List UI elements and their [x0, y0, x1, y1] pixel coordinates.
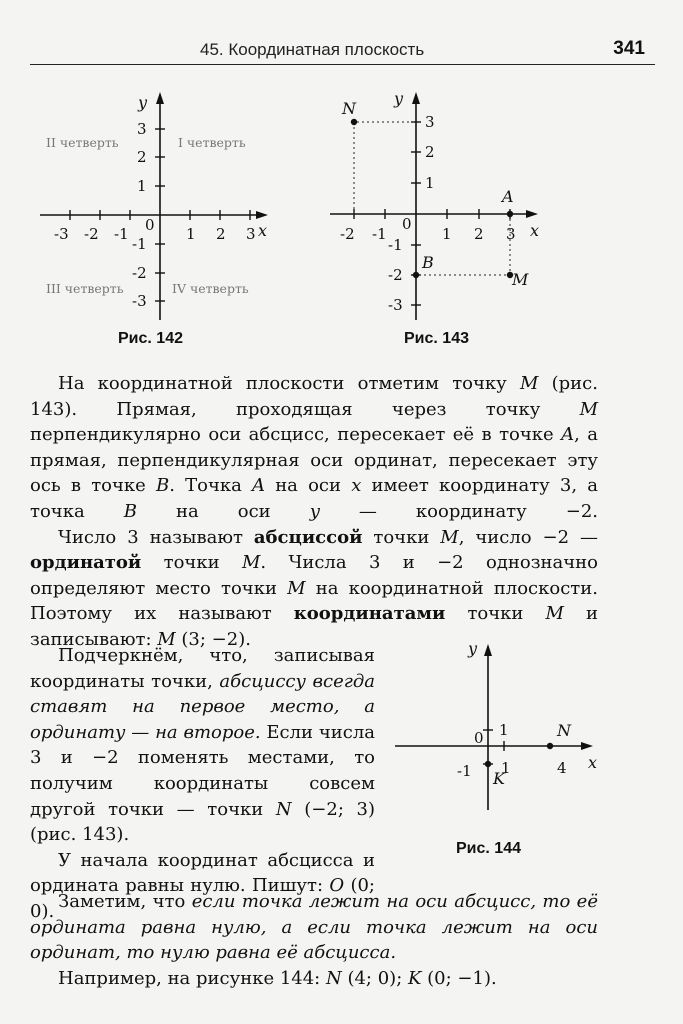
- x-axis-label: x: [258, 221, 268, 240]
- four-label: 4: [557, 759, 567, 777]
- text-run: (0; 0).: [30, 875, 375, 922]
- text-block-1: [30, 371, 598, 653]
- point-n-marker: [351, 119, 357, 125]
- text-run: . Точка: [169, 475, 253, 497]
- var-m: M: [157, 628, 176, 650]
- x-tick-label: -3: [54, 225, 69, 243]
- var-m: M: [440, 526, 459, 548]
- text-run: точки: [141, 552, 242, 574]
- text-run: точки: [445, 603, 546, 625]
- var-n: N: [275, 798, 292, 820]
- minus-one-label: -1: [457, 762, 472, 780]
- text-run: — координату −2.: [319, 500, 599, 522]
- var-m: M: [545, 603, 564, 625]
- text-run: (−2; 3) (рис. 143).: [30, 798, 376, 846]
- y-tick-label: 1: [425, 174, 435, 192]
- paragraph-6: [30, 966, 598, 992]
- figure-144-caption: Рис. 144: [456, 840, 521, 857]
- y-tick-label: 1: [137, 177, 147, 195]
- x-tick-label: -1: [372, 225, 387, 243]
- paragraph-2: [30, 525, 598, 653]
- y-tick-label: 3: [137, 120, 147, 138]
- point-m-label: M: [512, 270, 529, 289]
- y-tick-label: -1: [388, 236, 403, 254]
- x-tick-label: -2: [340, 225, 355, 243]
- text-run: , а прямая, перпендикулярная оси ординат, пересекает эту ось в точке: [30, 424, 598, 497]
- emphasis-text: если точка лежит на оси абсцисс, то её ордината равна нулю, а если точка лежит на оси ординат, то нулю равна её абсцисса.: [30, 891, 598, 964]
- var-k: K: [407, 967, 422, 989]
- text-run: точки: [362, 526, 441, 548]
- point-a-marker: [507, 211, 513, 217]
- text-run: На координатной плоскости отметим точку: [58, 373, 520, 394]
- y-tick-label: -2: [388, 266, 403, 284]
- figure-142-caption: Рис. 142: [118, 330, 183, 347]
- y-tick-label: -2: [132, 264, 147, 282]
- text-block-3: [30, 889, 598, 991]
- text-run: У начала координат абсцисса и ордината равны нулю. Пишут:: [30, 849, 375, 897]
- var-y: y: [309, 500, 320, 522]
- y-axis-label: y: [138, 93, 148, 112]
- var-m: M: [519, 373, 539, 394]
- var-o: O: [329, 875, 345, 897]
- quadrant-2-label: II четверть: [46, 135, 119, 150]
- y-tick-label: 2: [137, 148, 147, 166]
- text-run: , число −2 —: [458, 526, 599, 548]
- page-number: 341: [613, 38, 645, 59]
- x-axis-label: x: [588, 753, 598, 772]
- y-tick-label: -3: [388, 296, 403, 314]
- term-ordinate: ординатой: [30, 552, 142, 574]
- text-run: на оси: [265, 475, 352, 497]
- point-n-marker: [547, 743, 553, 749]
- figure-143: [330, 88, 560, 328]
- point-a-label: A: [502, 187, 514, 206]
- point-b-label: B: [422, 253, 434, 272]
- paragraph-5: [30, 889, 598, 966]
- term-coordinates: координатами: [293, 603, 446, 625]
- text-run: Число 3 называют: [58, 526, 254, 548]
- x-tick-label: 2: [216, 225, 226, 243]
- y-one-label: 1: [499, 721, 509, 739]
- var-a: A: [561, 424, 575, 446]
- origin-label: 0: [402, 215, 412, 233]
- text-run: Заметим, что: [58, 891, 192, 912]
- var-n: N: [325, 967, 342, 989]
- var-x: x: [351, 475, 362, 497]
- var-m: M: [241, 552, 261, 574]
- text-run: на оси: [136, 500, 310, 522]
- x-tick-label: -1: [114, 225, 129, 243]
- x-axis-label: x: [530, 221, 540, 240]
- text-block-2: [30, 643, 375, 925]
- var-m: M: [287, 577, 306, 599]
- x-tick-label: 3: [506, 225, 516, 243]
- text-run: Например, на рисунке 144:: [58, 967, 326, 989]
- x-tick-label: 1: [442, 225, 452, 243]
- y-tick-label: 3: [425, 113, 435, 131]
- point-k-marker: [485, 761, 491, 767]
- text-run: перпендикулярно оси абсцисс, пересекает её в точке: [30, 424, 562, 446]
- var-b: B: [155, 475, 170, 497]
- term-abscissa: абсциссой: [253, 526, 363, 548]
- origin-label: 0: [145, 216, 155, 234]
- paragraph-1: [30, 371, 598, 525]
- section-title: 45. Координатная плоскость: [200, 40, 425, 59]
- x-tick-label: 1: [186, 225, 196, 243]
- x-tick-label: 2: [474, 225, 484, 243]
- text-run: Если числа 3 и −2 поменять местами, то получим координаты совсем другой точки — точки: [30, 721, 376, 820]
- point-n-label: N: [342, 99, 356, 118]
- quadrant-4-label: IV четверть: [172, 281, 249, 296]
- page-header: [30, 38, 655, 65]
- y-tick-label: -3: [132, 292, 147, 310]
- y-tick-label: 2: [425, 143, 435, 161]
- text-run: и записывают:: [30, 603, 599, 650]
- emphasis-text: абсциссу всегда ставят на первое место, а ординату — на второе.: [30, 670, 375, 743]
- y-axis-label: y: [394, 89, 404, 108]
- y-tick-label: -1: [132, 235, 147, 253]
- var-b: B: [123, 500, 137, 522]
- quadrant-1-label: I четверть: [178, 135, 246, 150]
- x-one-label: 1: [501, 759, 511, 777]
- text-run: Подчеркнём, что, записывая координаты точки,: [30, 645, 375, 692]
- var-a: A: [252, 475, 266, 497]
- text-run: (4; 0);: [341, 967, 408, 989]
- text-run: на координатной плоскости. Поэтому их называют: [30, 577, 598, 625]
- paragraph-3: [30, 643, 375, 848]
- figure-143-caption: Рис. 143: [404, 330, 469, 347]
- var-m: M: [579, 398, 598, 420]
- text-run: . Числа 3 и −2 однозначно определяют место точки: [30, 552, 598, 599]
- text-run: (рис. 143). Прямая, проходящая через точку: [30, 373, 598, 420]
- point-n-label: N: [557, 721, 571, 740]
- figure-142: [40, 90, 290, 330]
- x-tick-label: -2: [84, 225, 99, 243]
- text-run: (0; −1).: [421, 967, 497, 989]
- y-axis-label: y: [468, 639, 478, 658]
- text-run: имеет координату 3, а точка: [30, 475, 599, 522]
- figure-144: [395, 640, 605, 830]
- origin-label: 0: [474, 729, 484, 747]
- point-b-marker: [413, 272, 419, 278]
- quadrant-3-label: III четверть: [46, 281, 124, 296]
- x-tick-label: 3: [246, 225, 256, 243]
- text-run: (3; −2).: [175, 628, 251, 650]
- point-k-label: K: [493, 769, 505, 788]
